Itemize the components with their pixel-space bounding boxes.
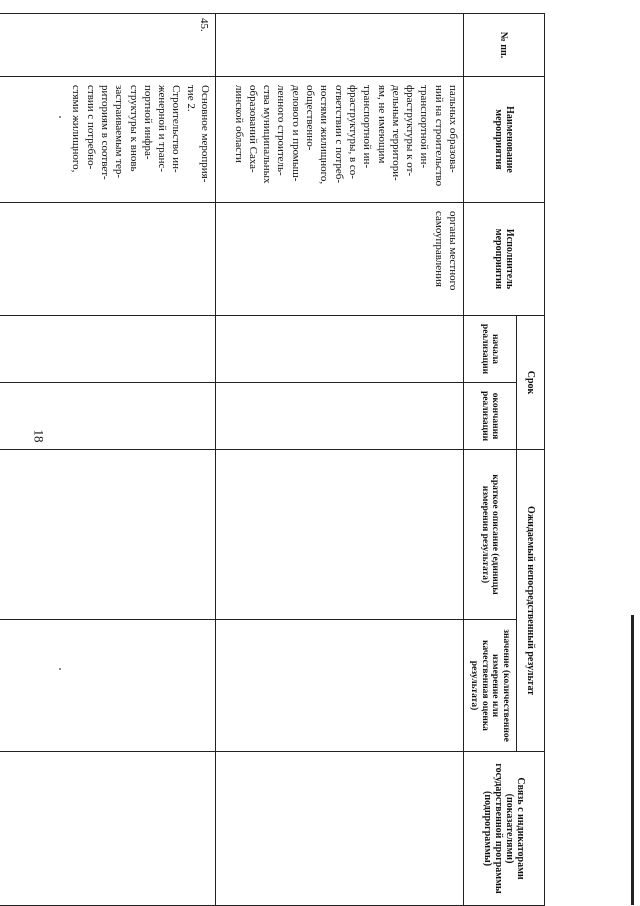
cell-term-end xyxy=(0,383,216,450)
table-row xyxy=(0,14,216,906)
cell-link xyxy=(216,752,464,906)
cell-expected-value xyxy=(0,620,216,752)
cell-term-start xyxy=(216,316,464,383)
cell-num xyxy=(216,14,464,77)
col-header-expected-desc: краткое описание (единицы измерения результата) xyxy=(464,450,517,620)
col-header-expected-value: значение (количественное измерение или качественная оценка результата) xyxy=(464,620,517,752)
col-header-name: Наименование мероприятия xyxy=(464,77,545,203)
page-number: 18 xyxy=(31,429,47,443)
cell-term-end xyxy=(216,383,464,450)
col-header-term-end: окончания реализации xyxy=(464,383,517,450)
cell-name: Основное мероприя- тие 2. Строительство ин- женерной и транс- портной инфра- структуры к вновь застраиваемым тер- риториям в соответ- ствии с потребно- стями жилищного, xyxy=(0,77,216,203)
col-header-link: Связь с индикаторами (показателями) государственной программы (подпрограммы) xyxy=(464,752,545,906)
cell-executor xyxy=(0,203,216,316)
cell-expected-desc xyxy=(216,450,464,620)
cell-expected-desc xyxy=(0,450,216,620)
cell-expected-value xyxy=(216,620,464,752)
col-header-num: № пп. xyxy=(464,14,545,77)
col-header-executor: Исполнитель мероприятия xyxy=(464,203,545,316)
cell-num: 45. xyxy=(0,14,216,77)
col-header-term-start: начала реализации xyxy=(464,316,517,383)
cell-term-start xyxy=(0,316,216,383)
col-header-expected: Ожидаемый непосредственный результат xyxy=(517,450,545,752)
activities-table xyxy=(0,13,545,906)
table-row xyxy=(216,14,464,906)
cell-executor: органы местного самоуправления xyxy=(216,203,464,316)
header-row-1 xyxy=(517,14,545,906)
col-header-term: Срок xyxy=(517,316,545,450)
cell-link xyxy=(0,752,216,906)
cell-name: пальных образова- ний на строительство транспортной ин- фраструктуры к от- дельным территори- ям, не имеющим транспортной ин- фраструктуры, в со- ответствии с потреб- ностями жилищного, общественно- делового и промыш- ленного строитель- ства муниципальных образований Саха- линской области xyxy=(216,77,464,203)
